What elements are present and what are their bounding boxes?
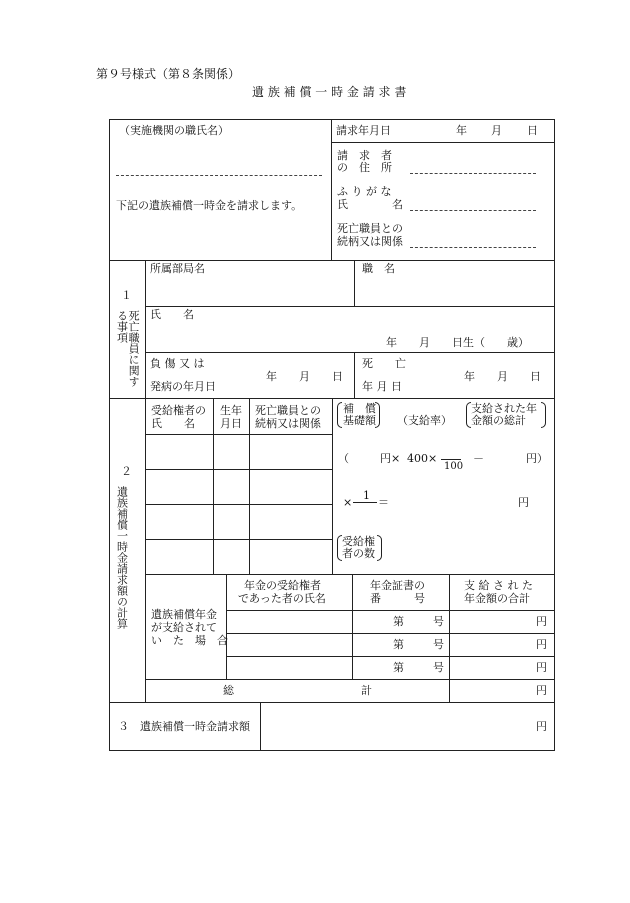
certificate-number-header-1: 年金証書の (370, 579, 425, 592)
furigana-label: ふ り が な (337, 185, 392, 198)
cert-row2-dai: 第 (393, 638, 404, 651)
recipient-count-label-2: 者の数 (342, 547, 375, 560)
pension-sum-header-1: 支 給 さ れ た (464, 579, 533, 592)
injury-date-value[interactable]: 年 月 日 (266, 370, 343, 383)
birthdate-header-1: 生年 (220, 404, 242, 417)
certificate-number-header-2: 番 号 (370, 592, 425, 605)
injury-date-label-1: 負 傷 又 は (150, 357, 205, 370)
injury-date-label-2: 発病の年月日 (150, 380, 216, 393)
section1-heading: 死亡職員に関する事項 (115, 310, 141, 387)
date-month[interactable]: 月 (491, 124, 502, 137)
base-amount-label-2: 基礎額 (343, 414, 376, 427)
fraction-bar (441, 459, 461, 460)
cert-row2-go: 号 (433, 638, 444, 651)
claim-amount-yen[interactable]: 円 (536, 720, 547, 733)
form-number: 第９号様式（第８条関係） (96, 67, 241, 81)
death-date-value[interactable]: 年 月 日 (464, 370, 541, 383)
claimant-address-label-1: 請 求 者 (337, 149, 392, 162)
formula-open-paren: （ (338, 452, 349, 465)
deceased-name-label: 氏 名 (150, 308, 194, 321)
formula-numerator-one: 1 (363, 489, 370, 502)
formula-equals: ＝ (378, 496, 389, 509)
sum-row2-yen[interactable]: 円 (536, 638, 547, 651)
cert-row3-go: 号 (433, 661, 444, 674)
sum-row1-yen[interactable]: 円 (536, 615, 547, 628)
pension-case-label-2: が支給されて (151, 621, 217, 634)
relationship-label-1: 死亡職員との (337, 222, 403, 235)
grand-total-label-sou: 総 (223, 684, 234, 697)
address-field[interactable] (410, 173, 536, 174)
formula-yen-close: 円） (526, 452, 548, 465)
date-label: 請求年月日 (336, 124, 391, 137)
section2-heading: 遺族補償一時金請求額の計算 (115, 486, 129, 629)
dept-label: 所属部局名 (150, 262, 205, 275)
recipient-count-label-1: 受給権 (342, 535, 375, 548)
formula-times: × (343, 496, 353, 509)
claimant-name-field[interactable] (410, 210, 536, 211)
formula-result-yen[interactable]: 円 (518, 496, 529, 509)
formula-minus: － (473, 452, 484, 465)
post-label: 職 名 (362, 262, 395, 275)
section1-number: １ (121, 289, 132, 302)
pension-recipient-header-1: 年金の受給権者 (244, 579, 321, 592)
date-year[interactable]: 年 (456, 124, 467, 137)
relationship-header-2: 続柄又は関係 (255, 417, 321, 430)
cert-row1-dai: 第 (393, 615, 404, 628)
death-date-label-2: 年 月 日 (362, 380, 402, 393)
pension-case-label-3: い た 場 合 (151, 634, 228, 647)
formula-yen-times: 円× (380, 452, 401, 465)
pension-case-label-1: 遺族補償年金 (151, 608, 217, 621)
base-amount-label-1: 補 償 (343, 402, 376, 415)
recipient-name-header-1: 受給権者の (151, 404, 206, 417)
section2-number: ２ (121, 465, 132, 478)
date-day[interactable]: 日 (527, 124, 538, 137)
pension-recipient-header-2: であった者の氏名 (238, 592, 326, 605)
sum-row3-yen[interactable]: 円 (536, 661, 547, 674)
claimant-name-label: 氏 名 (337, 198, 403, 211)
formula-denominator: 100 (444, 461, 464, 472)
birth-date[interactable]: 年 月 日生（ 歳） (386, 336, 529, 349)
grand-total-label-kei: 計 (361, 684, 372, 697)
agency-label: （実施機関の職氏名） (119, 124, 229, 137)
pension-total-label-2: 金額の総計 (471, 414, 526, 427)
death-date-label-1: 死 亡 (362, 357, 406, 370)
grand-total-yen[interactable]: 円 (536, 684, 547, 697)
pension-total-label-1: 支給された年 (471, 402, 537, 415)
relationship-label-2: 続柄又は関係 (337, 235, 403, 248)
section3-label: ３ 遺族補償一時金請求額 (118, 720, 250, 733)
birthdate-header-2: 月日 (220, 417, 242, 430)
relationship-header-1: 死亡職員との (255, 404, 321, 417)
pension-sum-header-2: 年金額の合計 (464, 592, 530, 605)
cert-row3-dai: 第 (393, 661, 404, 674)
relationship-field[interactable] (410, 247, 536, 248)
agency-name-line[interactable] (116, 175, 322, 176)
fraction-bar-2 (353, 502, 377, 503)
request-statement: 下記の遺族補償一時金を請求します。 (116, 199, 303, 212)
recipient-name-header-2: 氏 名 (151, 417, 195, 430)
claimant-address-label-2: の 住 所 (337, 161, 392, 174)
rate-label: （支給率） (397, 414, 452, 427)
form-title: 遺 族 補 償 一 時 金 請 求 書 (252, 85, 407, 99)
cert-row1-go: 号 (433, 615, 444, 628)
formula-400-times: 400× (407, 452, 438, 465)
